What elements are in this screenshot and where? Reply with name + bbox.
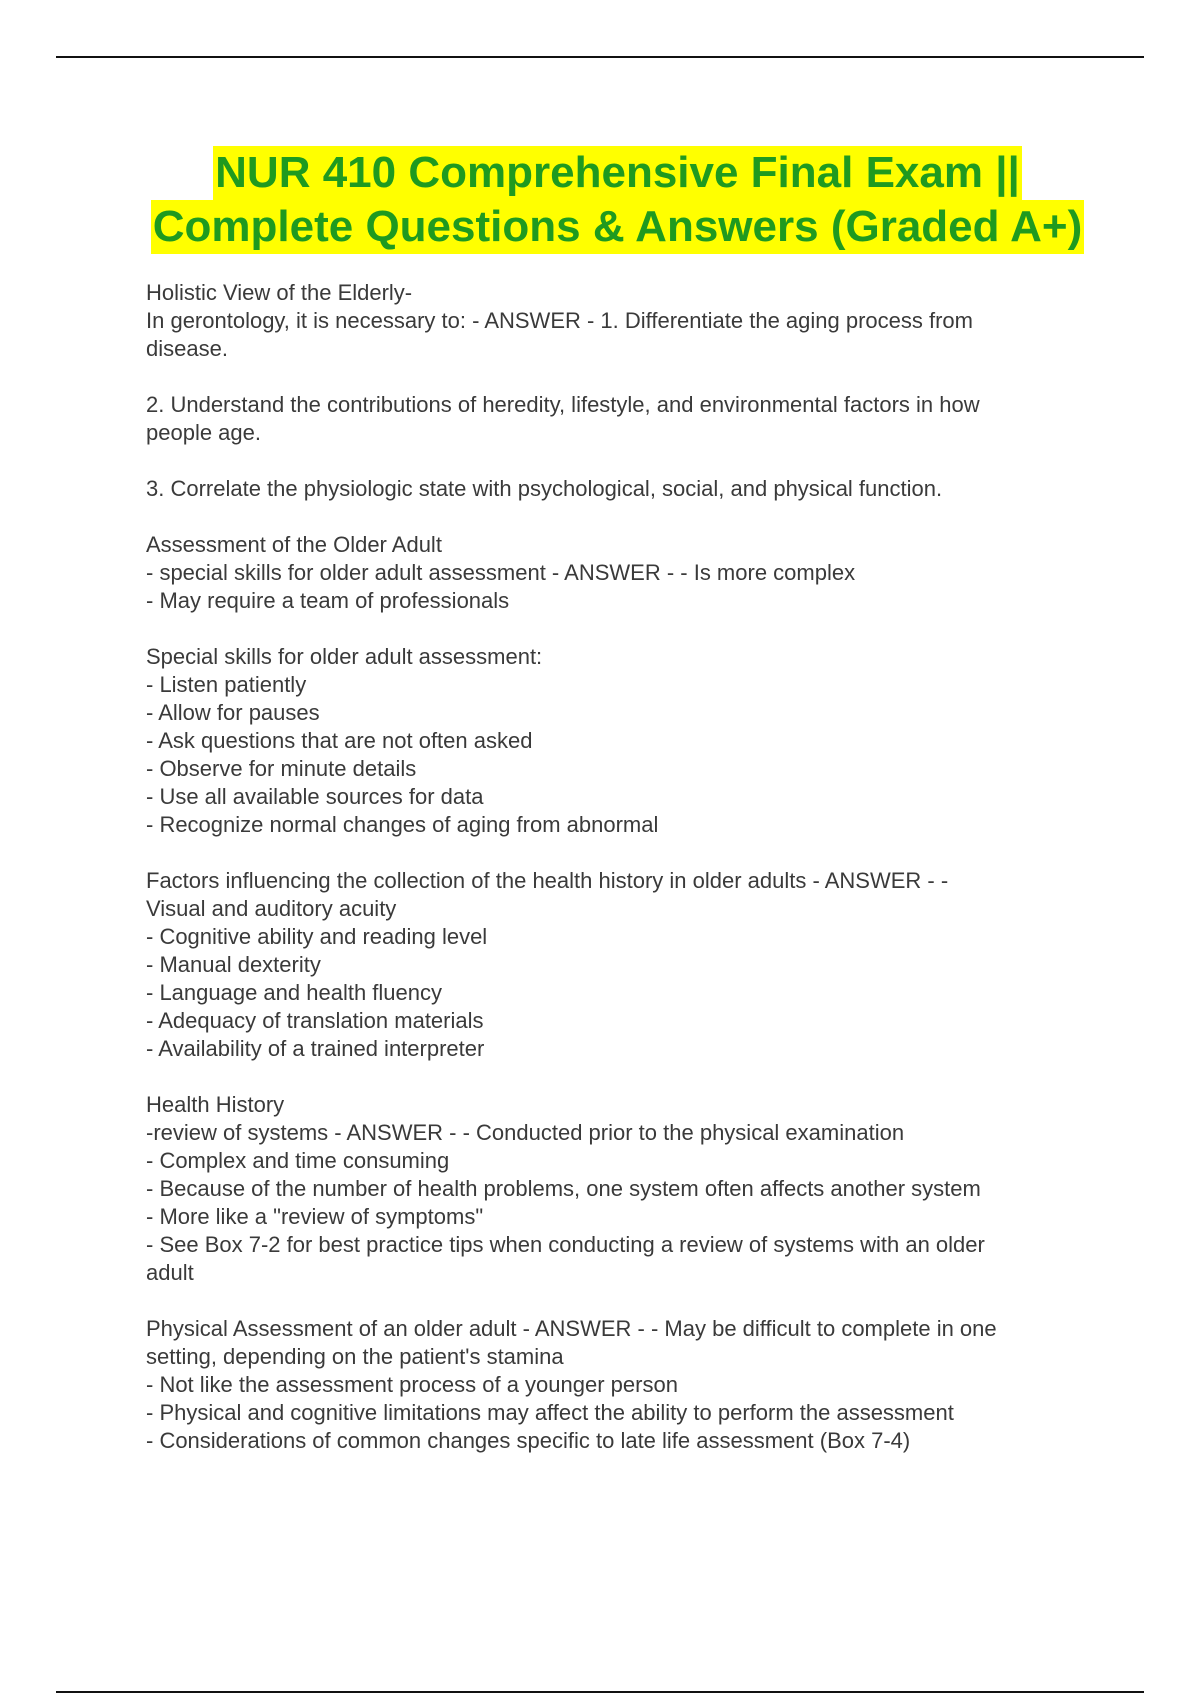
document-body (146, 279, 1096, 1483)
text-line: -review of systems - ANSWER - - Conducted prior to the physical examination (146, 1120, 905, 1145)
title-line-1: NUR 410 Comprehensive Final Exam || (213, 146, 1022, 200)
text-line: adult (146, 1260, 194, 1285)
qa-section (146, 867, 1096, 1063)
text-line: - Not like the assessment process of a younger person (146, 1372, 678, 1397)
text-line: Special skills for older adult assessment: (146, 644, 543, 669)
text-line: - Recognize normal changes of aging from abnormal (146, 812, 659, 837)
text-line: 2. Understand the contributions of heredity, lifestyle, and environmental factors in how (146, 392, 980, 417)
qa-section (146, 1315, 1096, 1455)
title-line-2: Complete Questions & Answers (Graded A+) (151, 200, 1084, 254)
text-line: Physical Assessment of an older adult - ANSWER - - May be difficult to complete in one (146, 1316, 997, 1341)
qa-section (146, 531, 1096, 615)
text-line: - Cognitive ability and reading level (146, 924, 488, 949)
qa-section (146, 1091, 1096, 1287)
document-title (147, 146, 1088, 254)
text-line: - Considerations of common changes specific to late life assessment (Box 7-4) (146, 1428, 911, 1453)
text-line: - Physical and cognitive limitations may affect the ability to perform the assessment (146, 1400, 954, 1425)
text-line: In gerontology, it is necessary to: - ANSWER - 1. Differentiate the aging process from (146, 308, 973, 333)
text-line: - Use all available sources for data (146, 784, 484, 809)
text-line: - Language and health fluency (146, 980, 443, 1005)
text-line: - Ask questions that are not often asked (146, 728, 533, 753)
qa-section (146, 643, 1096, 839)
text-line: - Allow for pauses (146, 700, 320, 725)
text-line: Health History (146, 1092, 285, 1117)
top-rule (56, 56, 1144, 58)
text-line: 3. Correlate the physiologic state with psychological, social, and physical function. (146, 476, 943, 501)
text-line: Factors influencing the collection of the health history in older adults - ANSWER - - (146, 868, 949, 893)
text-line: - Complex and time consuming (146, 1148, 450, 1173)
qa-section (146, 391, 1096, 447)
text-line: - special skills for older adult assessment - ANSWER - - Is more complex (146, 560, 856, 585)
text-line: - Because of the number of health problems, one system often affects another system (146, 1176, 981, 1201)
text-line: - Observe for minute details (146, 756, 417, 781)
text-line: - Listen patiently (146, 672, 307, 697)
text-line: Holistic View of the Elderly- (146, 280, 413, 305)
qa-section (146, 279, 1096, 363)
text-line: - May require a team of professionals (146, 588, 510, 613)
text-line: setting, depending on the patient's stamina (146, 1344, 564, 1369)
text-line: - See Box 7-2 for best practice tips when conducting a review of systems with an older (146, 1232, 985, 1257)
text-line: - Adequacy of translation materials (146, 1008, 484, 1033)
text-line: people age. (146, 420, 261, 445)
bottom-rule (56, 1691, 1144, 1693)
text-line: - Manual dexterity (146, 952, 321, 977)
text-line: - More like a "review of symptoms" (146, 1204, 484, 1229)
text-line: - Availability of a trained interpreter (146, 1036, 485, 1061)
text-line: Assessment of the Older Adult (146, 532, 442, 557)
text-line: Visual and auditory acuity (146, 896, 397, 921)
text-line: disease. (146, 336, 228, 361)
qa-section (146, 475, 1096, 503)
